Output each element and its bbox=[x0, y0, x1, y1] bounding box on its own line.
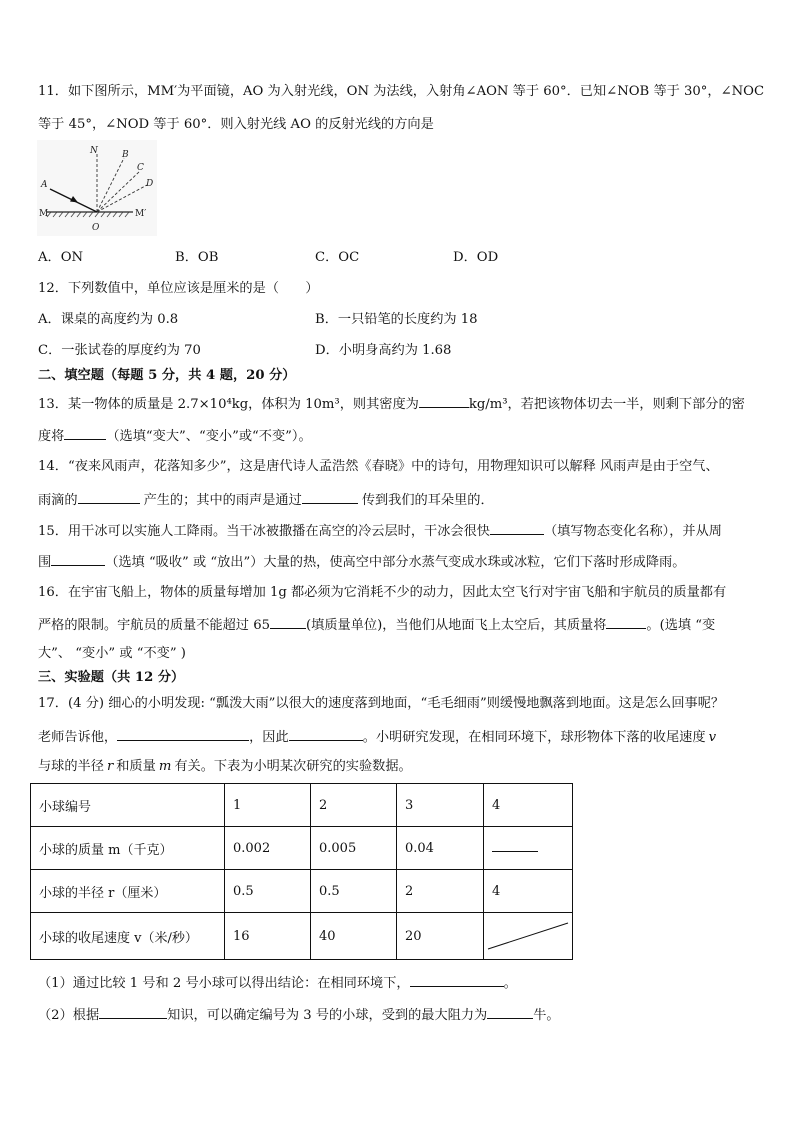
q17-conclusion-blank[interactable] bbox=[410, 972, 504, 987]
q11-line2: 等于 45°，∠NOD 等于 60°．则入射光线 AO 的反射光线的方向是 bbox=[38, 117, 434, 132]
header-cell-1: 1 bbox=[225, 784, 311, 827]
q15-heat-blank[interactable] bbox=[51, 551, 105, 566]
row-label-mass: 小球的质量 m（千克） bbox=[31, 827, 225, 870]
mass-cell-1: 0.002 bbox=[225, 827, 311, 870]
q14-text-a: 雨滴的 bbox=[38, 493, 78, 508]
q12-option-c[interactable]: C．一张试卷的厚度约为 70 bbox=[38, 343, 201, 358]
radius-cell-2: 0.5 bbox=[311, 870, 397, 913]
label-n: N bbox=[90, 146, 98, 156]
q17-text-d: 与球的半径 bbox=[38, 759, 104, 774]
section-3-heading: 三、实验题（共 12 分） bbox=[38, 670, 185, 685]
label-c: C bbox=[137, 163, 144, 173]
label-o: O bbox=[92, 223, 100, 233]
mass-cell-4[interactable] bbox=[484, 827, 573, 870]
q14-text-c: 传到我们的耳朵里的． bbox=[361, 493, 494, 508]
q17-sub2-text-a: （2）根据 bbox=[38, 1008, 100, 1023]
q17-result-blank[interactable] bbox=[289, 726, 363, 741]
table-row bbox=[31, 784, 573, 827]
q11-option-a[interactable]: A．ON bbox=[38, 250, 84, 265]
radius-cell-1: 0.5 bbox=[225, 870, 311, 913]
q15-text-c: 围 bbox=[38, 555, 52, 570]
q17-var-r: r bbox=[106, 759, 114, 774]
q15-phase-change-blank[interactable] bbox=[490, 520, 544, 535]
q17-resistance-blank[interactable] bbox=[487, 1004, 533, 1019]
q17-reason-blank[interactable] bbox=[117, 726, 249, 741]
q17-var-m: m bbox=[158, 759, 172, 774]
q13-line2 bbox=[38, 425, 312, 447]
q17-text-b: ，因此 bbox=[249, 730, 289, 745]
q12-stem: 12．下列数值中，单位应该是厘米的是（ ） bbox=[38, 281, 319, 296]
q17-sub2-text-b: 知识，可以确定编号为 3 号的小球，受到的最大阻力为 bbox=[167, 1008, 488, 1023]
ray-ob bbox=[97, 158, 124, 212]
header-cell-3: 3 bbox=[397, 784, 484, 827]
mass-cell-2: 0.005 bbox=[311, 827, 397, 870]
q17-var-v: v bbox=[708, 730, 717, 745]
q14-source-blank[interactable] bbox=[78, 489, 140, 504]
mirror-reflection-figure bbox=[37, 140, 157, 236]
q16-text-b: (填质量单位)，当他们从地面飞上太空后，其质量将 bbox=[305, 618, 607, 633]
q17-sub1 bbox=[38, 972, 517, 994]
ray-oc bbox=[97, 171, 140, 212]
q16-text-c: 。(选填 “变 bbox=[646, 618, 716, 633]
section-2-heading: 二、填空题（每题 5 分，共 4 题，20 分） bbox=[38, 368, 296, 383]
q11-option-b[interactable]: B．OB bbox=[175, 250, 219, 265]
q15-text-d: （选填 “吸收” 或 “放出”）大量的热，使高空中部分水蒸气变成水珠或冰粒，它们下落时形成降雨。 bbox=[105, 555, 686, 570]
speed-cell-3: 20 bbox=[397, 913, 484, 960]
table-row bbox=[31, 827, 573, 870]
q12-option-d[interactable]: D．小明身高约为 1.68 bbox=[315, 343, 452, 358]
q16-mass-change-blank[interactable] bbox=[606, 614, 646, 629]
mirror-diagram-svg bbox=[37, 140, 157, 236]
mass-cell-3: 0.04 bbox=[397, 827, 484, 870]
q12-option-b[interactable]: B．一只铅笔的长度约为 18 bbox=[315, 312, 478, 327]
q17-sub2 bbox=[38, 1004, 560, 1026]
q16-text-a: 严格的限制。宇航员的质量不能超过 65 bbox=[38, 618, 270, 633]
label-m-prime: M′ bbox=[135, 209, 147, 219]
q13-density-blank[interactable] bbox=[419, 393, 469, 408]
q17-line2 bbox=[38, 726, 716, 748]
q11-option-c[interactable]: C．OC bbox=[315, 250, 360, 265]
label-a: A bbox=[41, 180, 48, 190]
q17-sub1-text-b: 。 bbox=[503, 976, 517, 991]
q13-text-c: 度将 bbox=[38, 429, 65, 444]
q16-line1: 16．在宇宙飞船上，物体的质量每增加 1g 都必须为它消耗不少的动力，因此太空飞行对宇宙飞船和宇航员的质量都有 bbox=[38, 585, 727, 600]
q17-text-e: 和质量 bbox=[116, 759, 156, 774]
q13-line1 bbox=[38, 393, 745, 415]
q15-text-a: 15．用干冰可以实施人工降雨。当干冰被撒播在高空的冷云层时，干冰会很快 bbox=[38, 524, 490, 539]
label-b: B bbox=[122, 150, 129, 160]
q14-line2 bbox=[38, 489, 494, 511]
mass-4-blank[interactable] bbox=[492, 841, 538, 852]
speed-cell-4 bbox=[484, 913, 573, 960]
q14-medium-blank[interactable] bbox=[302, 489, 358, 504]
q11-option-d[interactable]: D．OD bbox=[453, 250, 499, 265]
q15-text-b: （填写物态变化名称），并从周 bbox=[543, 524, 722, 539]
radius-cell-3: 2 bbox=[397, 870, 484, 913]
q17-text-c: 。小明研究发现，在相同环境下，球形物体下落的收尾速度 bbox=[362, 730, 706, 745]
q15-line1 bbox=[38, 520, 722, 542]
q17-line3 bbox=[38, 757, 412, 777]
q16-line2 bbox=[38, 614, 715, 636]
q14-line1: 14．“夜来风雨声，花落知多少”，这是唐代诗人孟浩然《春晓》中的诗句，用物理知识可以解释 风雨声是由于空气、 bbox=[38, 459, 719, 474]
row-label-number: 小球编号 bbox=[31, 784, 225, 827]
speed-cell-1: 16 bbox=[225, 913, 311, 960]
table-row bbox=[31, 870, 573, 913]
q17-data-table bbox=[30, 783, 573, 960]
q11-line1: 11．如下图所示，MM′为平面镜，AO 为入射光线，ON 为法线，入射角∠AON 等于 60°．已知∠NOB 等于 30°，∠NOC bbox=[38, 84, 765, 99]
q17-line1: 17．(4 分) 细心的小明发现: “瓢泼大雨”以很大的速度落到地面，“毛毛细雨”则缓慢地飘落到地面。这是怎么回事呢？ bbox=[38, 696, 725, 711]
q17-text-a: 老师告诉他， bbox=[38, 730, 118, 745]
radius-cell-4: 4 bbox=[484, 870, 573, 913]
ray-od bbox=[97, 185, 147, 212]
q16-unit-blank[interactable] bbox=[270, 614, 306, 629]
label-d: D bbox=[146, 179, 154, 189]
q17-knowledge-blank[interactable] bbox=[99, 1004, 167, 1019]
q16-line3: 大”、 “变小” 或 “不变” ) bbox=[38, 646, 186, 661]
row-label-speed: 小球的收尾速度 v（米/秒） bbox=[31, 913, 225, 960]
header-cell-4: 4 bbox=[484, 784, 573, 827]
header-cell-2: 2 bbox=[311, 784, 397, 827]
label-m: M bbox=[39, 209, 49, 219]
q12-option-a[interactable]: A．课桌的高度约为 0.8 bbox=[38, 312, 179, 327]
q17-text-f: 有关。下表为小明某次研究的实验数据。 bbox=[174, 759, 412, 774]
table-row bbox=[31, 913, 573, 960]
speed-cell-2: 40 bbox=[311, 913, 397, 960]
q13-text-d: （选填“变大”、“变小”或“不变”）。 bbox=[106, 429, 312, 444]
q13-text-a: 13．某一物体的质量是 2.7×10⁴kg，体积为 10m³，则其密度为 bbox=[38, 397, 419, 412]
q13-density-change-blank[interactable] bbox=[64, 425, 106, 440]
q13-text-b: kg/m³，若把该物体切去一半，则剩下部分的密 bbox=[468, 397, 745, 412]
q17-sub2-text-c: 牛。 bbox=[533, 1008, 560, 1023]
row-label-radius: 小球的半径 r（厘米） bbox=[31, 870, 225, 913]
q14-text-b: 产生的；其中的雨声是通过 bbox=[143, 493, 302, 508]
q15-line2 bbox=[38, 551, 685, 573]
diagonal-slash-icon bbox=[484, 913, 572, 955]
q17-sub1-text-a: （1）通过比较 1 号和 2 号小球可以得出结论：在相同环境下， bbox=[38, 976, 410, 991]
